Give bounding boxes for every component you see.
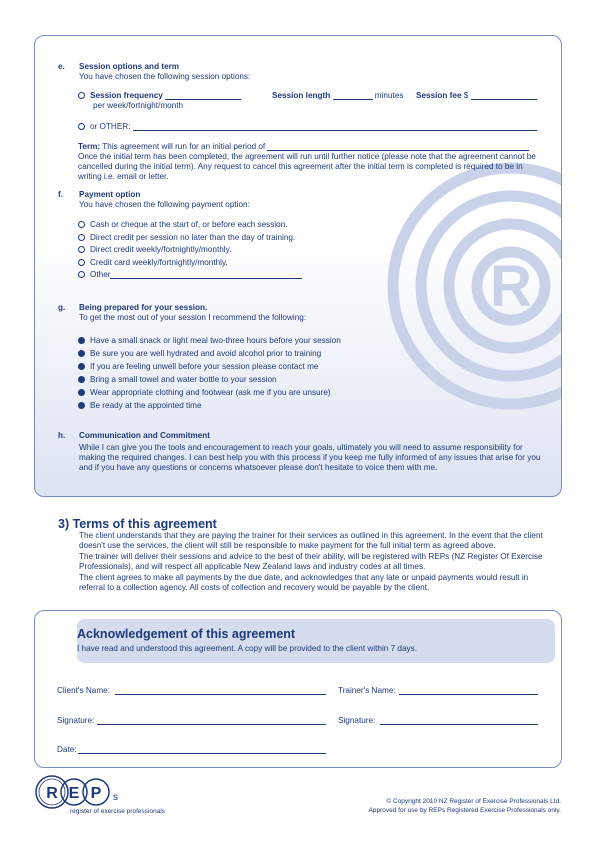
terms-paragraph: The client understands that they are paying the trainer for their services as outlined in this agreement. In the event that the client doesn't use the services, the client will still be responsible to make payment for the full initial term as agreed above. [79,531,543,551]
radio-icon[interactable] [78,92,85,99]
approval-text: Approved for use by REPs Registered Exercise Professionals only. [368,807,561,814]
list-item: Have a small snack or light meal two-three hours before your session [78,336,341,345]
terms-body [79,531,549,593]
radio-icon[interactable] [78,123,85,130]
logo-tagline: register of exercise professionals [70,808,166,815]
section-e-intro: You have chosen the following session options: [79,72,251,81]
session-frequency-option[interactable]: Session frequency [78,91,241,100]
section-h-title: Communication and Commitment [79,431,211,440]
terms-paragraph: The trainer will deliver their sessions and advice to the best of their ability, will be registered with REPs (NZ Register Of Exercise Professionals), and will respect all applicable New Zealand laws and industry codes at all times. [79,551,543,572]
trainer-name-label: Trainer's Name: [338,686,396,695]
section-g-intro: To get the most out of your session I recommend the following: [79,313,307,322]
trainer-signature-field[interactable] [380,724,538,725]
list-item: Be sure you are well hydrated and avoid alcohol prior to training [78,349,321,358]
terms-paragraph: The client agrees to make all payments by the due date, and acknowledges that any late or unpaid payments would result in referral to a collection agency. All costs of collection and recovery would be payable by the client. [79,572,529,593]
other-option[interactable]: or OTHER: [78,122,537,131]
payment-option[interactable]: Direct credit weekly/fortnightly/monthly. [78,245,231,254]
payment-option[interactable]: Cash or cheque at the start of, or before each session. [78,220,288,229]
session-length-field[interactable] [333,91,373,100]
radio-icon[interactable] [78,234,85,241]
date-label: Date: [57,745,77,754]
payment-option[interactable]: Credit card weekly/fortnightly/monthly. [78,258,228,267]
logo-letter: s [113,792,118,803]
acknowledgement-text: I have read and understood this agreement. A copy will be provided to the client within 7 days. [77,644,417,653]
section-g-letter: g. [58,303,66,312]
logo-letter: R [46,785,58,802]
section-h-text: While I can give you the tools and encouragement to reach your goals, ultimately you will need to assume responsibility for making the required changes. I can best help you with this process if you keep me fully informed of any issues that arise for you and if you have any questions or concerns whatsoever please don't hesitate to voice them with me. [79,443,541,472]
session-frequency-field[interactable] [165,91,241,100]
trainer-signature-label: Signature: [338,716,376,725]
client-name-field[interactable] [115,694,326,695]
list-item: Be ready at the appointed time [78,401,202,410]
session-fee: Session fee $ [416,91,537,100]
payment-other-field[interactable] [110,270,302,279]
logo-letter: P [90,785,102,802]
session-frequency-sub: per week/fortnight/month [93,101,184,110]
bullet-icon [78,376,85,383]
term-field[interactable] [267,142,529,151]
section-f-letter: f. [58,190,64,199]
radio-icon[interactable] [78,259,85,266]
section-h-letter: h. [58,431,66,440]
section-g-title: Being prepared for your session. [79,303,208,312]
radio-icon[interactable] [78,221,85,228]
footer-copyright [369,797,561,815]
copyright-text: © Copyright 2010 NZ Register of Exercise Professionals Ltd. [386,798,561,805]
trainer-name-field[interactable] [399,694,538,695]
acknowledgement-box [34,610,562,768]
payment-option[interactable]: Direct credit per session no later than the day of training. [78,233,295,242]
radio-icon[interactable] [78,246,85,253]
bullet-icon [78,350,85,357]
bullet-icon [78,402,85,409]
section-e-letter: e. [58,62,65,71]
logo-letter: E [68,785,80,802]
bullet-icon [78,389,85,396]
acknowledgement-title: Acknowledgement of this agreement [77,627,296,641]
term-line: Term: This agreement will run for an initial period of [78,142,529,151]
radio-icon[interactable] [78,271,85,278]
date-field[interactable] [78,753,326,754]
section-f-title: Payment option [79,190,141,199]
acknowledgement-band [77,619,555,663]
section-e-title: Session options and term [79,62,180,71]
list-item: Wear appropriate clothing and footwear (ask me if you are unsure) [78,388,331,397]
section-f-intro: You have chosen the following payment option: [79,200,250,209]
other-field[interactable] [133,122,537,131]
svg-text:R: R [490,254,532,319]
list-item: Bring a small towel and water bottle to your session [78,375,277,384]
session-fee-field[interactable] [471,91,537,100]
session-length: Session length minutes [272,91,404,100]
client-signature-field[interactable] [97,724,326,725]
list-item: If you are feeling unwell before your session please contact me [78,362,318,371]
term-paragraph: Once the initial term has been completed, the agreement will run until further notice (please note that the agreement cannot be cancelled during the initial term). Any request to cancel this agreement after the initial term is completed is required to be in writing i.e. email or letter. [78,152,536,181]
client-name-label: Client's Name: [57,686,110,695]
payment-option-other[interactable]: Other [78,270,302,279]
reps-logo [34,772,134,812]
bullet-icon [78,337,85,344]
terms-heading: 3) Terms of this agreement [58,517,217,531]
bullet-icon [78,363,85,370]
client-signature-label: Signature: [57,716,95,725]
